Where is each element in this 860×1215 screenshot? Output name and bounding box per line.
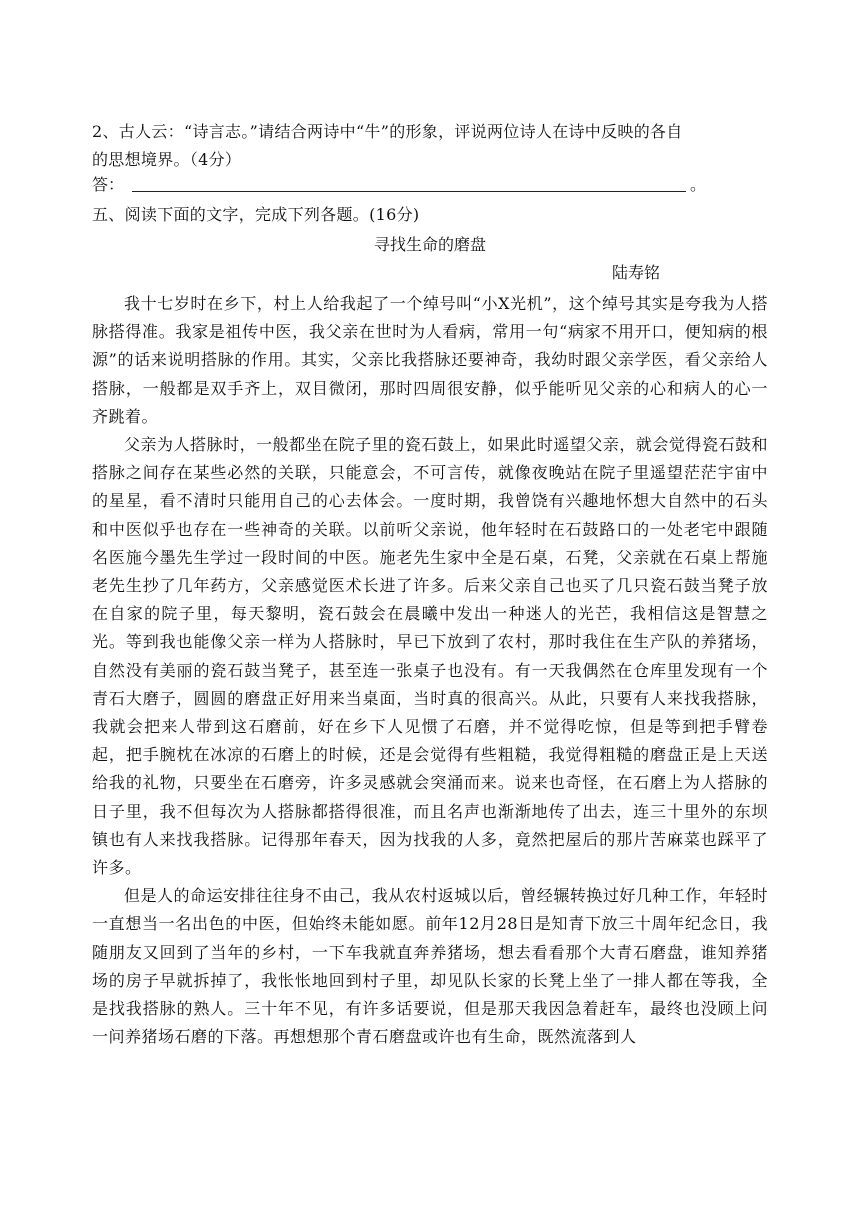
answer-row	[92, 175, 707, 195]
article-title: 寻找生命的磨盘	[373, 235, 486, 254]
answer-blank-line[interactable]	[132, 191, 686, 192]
section-5-heading: 五、阅读下面的文字，完成下列各题。(16分)	[92, 205, 420, 224]
answer-end-mark: 。	[690, 175, 707, 194]
article-author: 陆寿铭	[612, 263, 661, 282]
question-2-line-1: 2、古人云：“诗言志。”请结合两诗中“牛”的形象，评说两位诗人在诗中反映的各自	[92, 122, 683, 141]
article-paragraph-3: 但是人的命运安排往往身不由己，我从农村返城以后，曾经辗转换过好几种工作，年轻时一直想当一名出色的中医，但始终未能如愿。前年12月28日是知青下放三十周年纪念日，我随朋友又回到了当年的乡村，一下车我就直奔养猪场，想去看看那个大青石磨盘，谁知养猪场的房子早就拆掉了，我怅怅地回到村子里，却见队长家的长凳上坐了一排人都在等我，全是找我搭脉的熟人。三十年不见，有许多话要说，但是那天我因急着赶车，最终也没顾上问一问养猪场石磨的下落。再想想那个青石磨盘或许也有生命，既然流落到人	[92, 886, 768, 1047]
answer-label: 答：	[92, 175, 125, 194]
article-paragraph-1: 我十七岁时在乡下，村上人给我起了一个绰号叫“小X光机”，这个绰号其实是夸我为人搭脉搭得准。我家是祖传中医，我父亲在世时为人看病，常用一句“病家不用开口，便知病的根源”的话来说明搭脉的作用。其实，父亲比我搭脉还要神奇，我幼时跟父亲学医，看父亲给人搭脉，一般都是双手齐上，双目微闭，那时四周很安静，似乎能听见父亲的心和病人的心一齐跳着。	[92, 294, 768, 426]
article-paragraph-2: 父亲为人搭脉时，一般都坐在院子里的瓷石鼓上，如果此时遥望父亲，就会觉得瓷石鼓和搭脉之间存在某些必然的关联，只能意会，不可言传，就像夜晚站在院子里遥望茫茫宇宙中的星星，看不清时只能用自己的心去体会。一度时期，我曾饶有兴趣地怀想大自然中的石头和中医似乎也存在一些神奇的关联。以前听父亲说，他年轻时在石鼓路口的一处老宅中跟随名医施今墨先生学过一段时间的中医。施老先生家中全是石桌，石凳，父亲就在石桌上帮施老先生抄了几年药方，父亲感觉医术长进了许多。后来父亲自己也买了几只瓷石鼓当凳子放在自家的院子里，每天黎明，瓷石鼓会在晨曦中发出一种迷人的光芒，我相信这是智慧之光。等到我也能像父亲一样为人搭脉时，早已下放到了农村，那时我住在生产队的养猪场，自然没有美丽的瓷石鼓当凳子，甚至连一张桌子也没有。有一天我偶然在仓库里发现有一个青石大磨子，圆圆的磨盘正好用来当桌面，当时真的很高兴。从此，只要有人来找我搭脉，我就会把来人带到这石磨前，好在乡下人见惯了石磨，并不觉得吃惊，但是等到把手臂卷起，把手腕枕在冰凉的石磨上的时候，还是会觉得有些粗糙，我觉得粗糙的磨盘正是上天送给我的礼物，只要坐在石磨旁，许多灵感就会突涌而来。说来也奇怪，在石磨上为人搭脉的日子里，我不但每次为人搭脉都搭得很准，而且名声也渐渐地传了出去，连三十里外的东坝镇也有人来找我搭脉。记得那年春天，因为找我的人多，竟然把屋后的那片苦麻菜也踩平了许多。	[92, 435, 768, 878]
question-2-line-2: 的思想境界。（4分）	[92, 150, 242, 169]
article-body	[92, 290, 768, 1051]
